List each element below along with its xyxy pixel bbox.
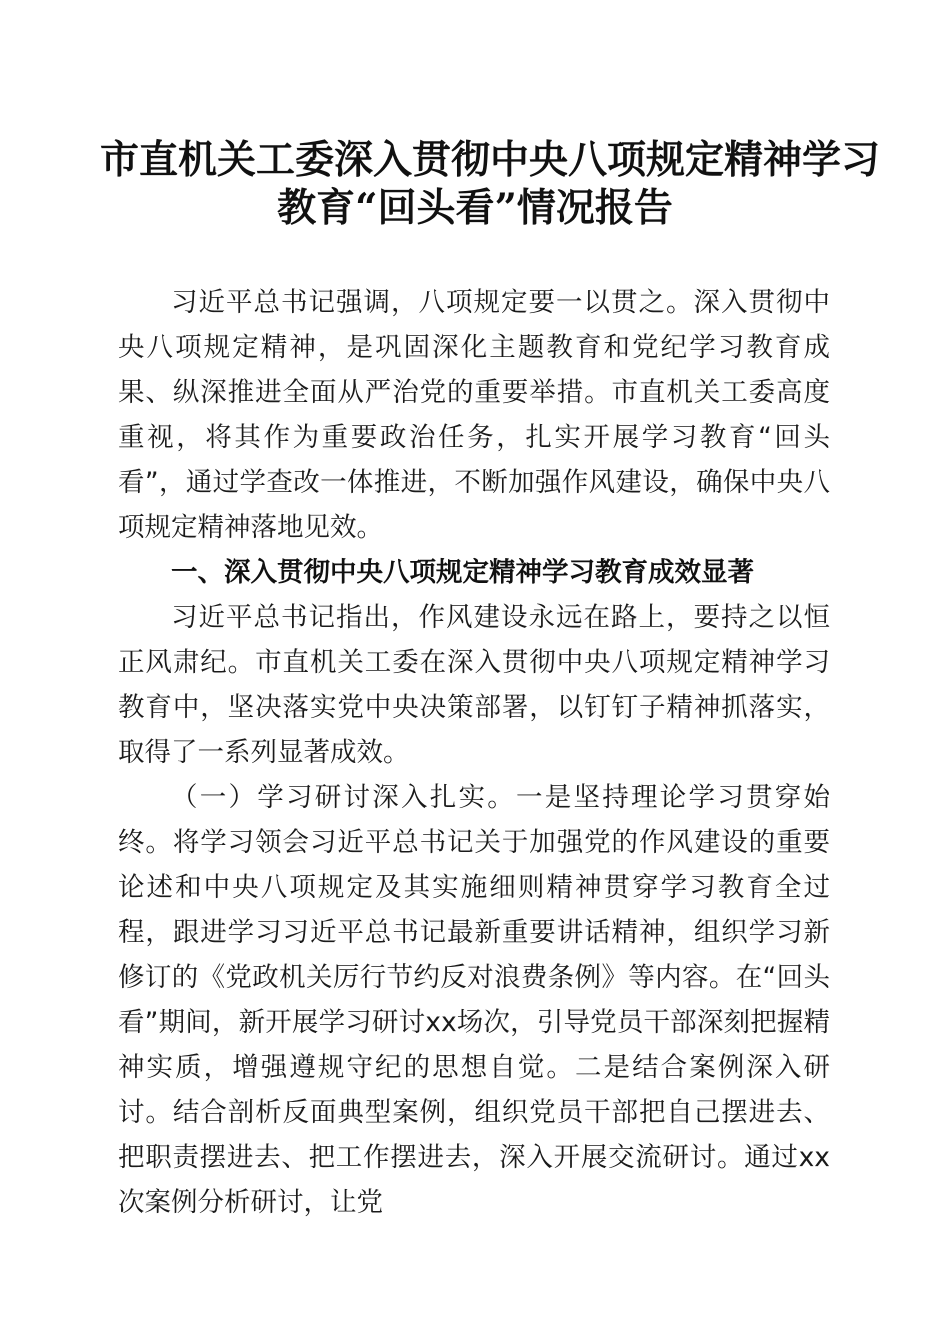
section-heading-1: 一、深入贯彻中央八项规定精神学习教育成效显著 [171, 557, 754, 588]
document-body [118, 280, 830, 1225]
document-title [100, 136, 881, 232]
title-line-2: 教育“回头看”情况报告 [277, 185, 673, 231]
section-1-paragraph: 习近平总书记指出，作风建设永远在路上，要持之以恒正风肃纪。市直机关工委在深入贯彻中央八项规定精神学习教育中，坚决落实党中央决策部署，以钉钉子精神抓落实，取得了一系列显著成效。 [118, 602, 830, 768]
intro-paragraph: 习近平总书记强调，八项规定要一以贯之。深入贯彻中央八项规定精神，是巩固深化主题教育和党纪学习教育成果、纵深推进全面从严治党的重要举措。市直机关工委高度重视，将其作为重要政治任务，扎实开展学习教育“回头看”，通过学查改一体推进，不断加强作风建设，确保中央八项规定精神落地见效。 [118, 287, 830, 543]
subsection-1-paragraph: （一）学习研讨深入扎实。一是坚持理论学习贯穿始终。将学习领会习近平总书记关于加强党的作风建设的重要论述和中央八项规定及其实施细则精神贯穿学习教育全过程，跟进学习习近平总书记最新重要讲话精神，组织学习新修订的《党政机关厉行节约反对浪费条例》等内容。在“回头看”期间，新开展学习研讨xx场次，引导党员干部深刻把握精神实质，增强遵规守纪的思想自觉。二是结合案例深入研讨。结合剖析反面典型案例，组织党员干部把自己摆进去、把职责摆进去、把工作摆进去，深入开展交流研讨。通过xx次案例分析研讨，让党 [118, 782, 830, 1218]
title-line-1: 市直机关工委深入贯彻中央八项规定精神学习 [100, 137, 881, 183]
